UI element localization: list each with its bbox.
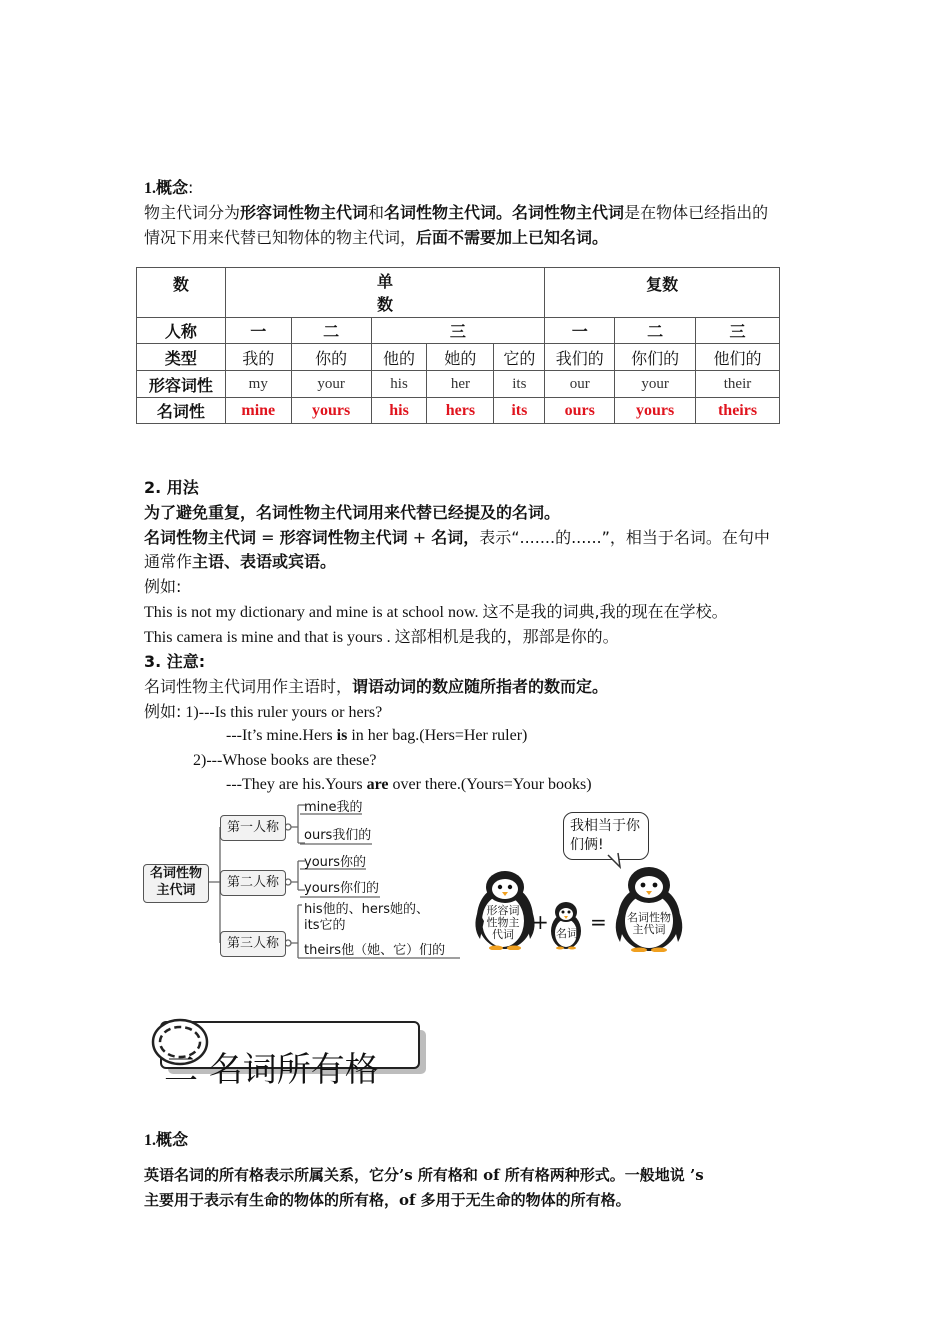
diagram-first-person: 第一人称	[220, 815, 286, 841]
nominal-cell: yours	[291, 398, 371, 424]
adjectival-cell: their	[696, 371, 780, 398]
diagram-its: its它的	[304, 918, 346, 933]
nominal-cell: mine	[225, 398, 291, 424]
penguin3-label: 名词性物主代词	[627, 911, 671, 936]
usage-heading: 2. 用法	[144, 478, 199, 497]
adjectival-cell: her	[427, 371, 494, 398]
adjectival-cell: our	[545, 371, 615, 398]
diagram-his-hers: his他的、hers她的、	[304, 902, 429, 917]
diagram-third-person: 第三人称	[220, 931, 286, 957]
nominal-cell: his	[371, 398, 427, 424]
type-cell: 你们的	[615, 344, 696, 371]
penguin2-label: 名词	[556, 927, 578, 940]
header-singular: 单 数	[225, 268, 544, 318]
banner-title: 二 名词所有格	[164, 1050, 379, 1090]
usage-example-label: 例如:	[144, 577, 182, 596]
type-cell: 它的	[494, 344, 545, 371]
usage-line2: 名词性物主代词 = 形容词性物主代词 + 名词，表示“.......的......”，相当于名词。在句中	[144, 528, 770, 547]
diagram-mine: mine我的	[304, 800, 363, 815]
adjectival-cell: his	[371, 371, 427, 398]
usage-example-1: This is not my dictionary and mine is at school now. 这不是我的词典,我的现在在学校。	[144, 602, 728, 621]
note-example-1: 例如: 1)---Is this ruler yours or hers?	[144, 702, 383, 721]
person-cell: 二	[291, 318, 371, 344]
penguin-small-icon	[548, 898, 584, 950]
usage-example-2: This camera is mine and that is yours . 这部相机是我的，那部是你的。	[144, 627, 619, 646]
diagram-root-box: 名词性物 主代词	[143, 864, 209, 903]
usage-line1: 为了避免重复，名词性物主代词用来代替已经提及的名词。	[144, 503, 561, 522]
person-cell: 一	[545, 318, 615, 344]
type-cell: 她的	[427, 344, 494, 371]
header-person: 人称	[137, 318, 226, 344]
nominal-cell: yours	[615, 398, 696, 424]
type-cell: 他的	[371, 344, 427, 371]
type-cell: 我的	[225, 344, 291, 371]
note-example-2: 2)---Whose books are these?	[193, 752, 377, 769]
adjectival-cell: its	[494, 371, 545, 398]
person-cell: 三	[696, 318, 780, 344]
diagram-yours-plural: yours你们的	[304, 881, 380, 896]
equals-sign: =	[590, 910, 607, 934]
speech-bubble-tail	[606, 849, 626, 869]
person-cell: 三	[371, 318, 545, 344]
header-adjectival: 形容词性	[137, 371, 226, 398]
diagram-theirs: theirs他（她、它）们的	[304, 943, 446, 958]
header-type: 类型	[137, 344, 226, 371]
type-cell: 我们的	[545, 344, 615, 371]
penguin-result-icon	[610, 862, 688, 952]
adjectival-cell: my	[225, 371, 291, 398]
concept-text-line1: 物主代词分为形容词性物主代词和名词性物主代词。名词性物主代词是在物体已经指出的	[144, 203, 769, 222]
penguin1-label: 形容词性物主代词	[486, 904, 520, 941]
speech-bubble: 我相当于你们俩!	[563, 812, 649, 860]
nominal-cell: its	[494, 398, 545, 424]
person-cell: 二	[615, 318, 696, 344]
header-number: 数	[137, 268, 226, 318]
possessive-pronoun-table	[136, 267, 780, 424]
nominal-cell: ours	[545, 398, 615, 424]
possessive-concept-line2: 主要用于表示有生命的物体的所有格，of 多用于无生命的物体的所有格。	[144, 1191, 631, 1209]
plus-sign: +	[532, 910, 549, 934]
diagram-second-person: 第二人称	[220, 870, 286, 896]
header-nominal: 名词性	[137, 398, 226, 424]
adjectival-cell: your	[291, 371, 371, 398]
concept-text-line2: 情况下用来代替已知物体的物主代词，后面不需要加上已知名词。	[144, 228, 609, 247]
usage-line3: 通常作主语、表语或宾语。	[144, 552, 337, 571]
note-example-1-answer: ---It’s mine.Hers is in her bag.(Hers=Her ruler)	[226, 727, 528, 744]
adjectival-cell: your	[615, 371, 696, 398]
type-cell: 他们的	[696, 344, 780, 371]
possessive-concept-line1: 英语名词的所有格表示所属关系，它分’s 所有格和 of 所有格两种形式。一般地说 ’s	[144, 1166, 704, 1184]
nominal-cell: hers	[427, 398, 494, 424]
note-heading: 3. 注意:	[144, 652, 206, 671]
nominal-cell: theirs	[696, 398, 780, 424]
person-cell: 一	[225, 318, 291, 344]
concept-heading: 1.概念:	[144, 178, 194, 197]
possessive-concept-heading: 1.概念	[144, 1132, 189, 1149]
diagram-yours: yours你的	[304, 855, 367, 870]
note-example-2-answer: ---They are his.Yours are over there.(Yours=Your books)	[226, 776, 592, 793]
diagram-ours: ours我们的	[304, 828, 372, 843]
header-plural: 复数	[545, 268, 780, 318]
type-cell: 你的	[291, 344, 371, 371]
note-line1: 名词性物主代词用作主语时，谓语动词的数应随所指者的数而定。	[144, 677, 609, 696]
